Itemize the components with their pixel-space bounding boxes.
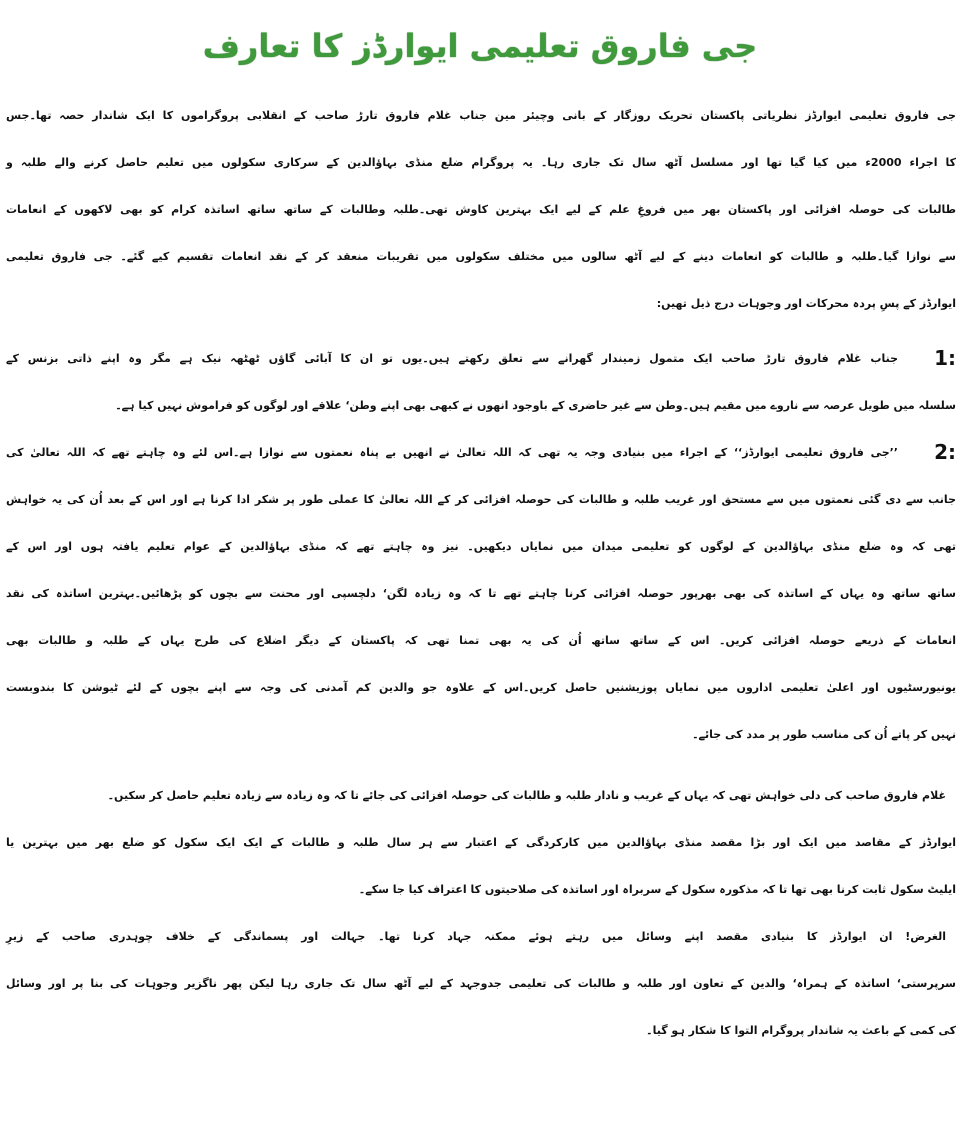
text-line: ’’جی فاروق تعلیمی ایوارڈز‘‘ کے اجراء میں بنیادی وجہ یہ تھی کہ اللہ تعالیٰ نے انھیں بے پناہ نعمتوں سے نوازا ہے۔اس لئے وہ چاہتے تھے کہ اللہ تعالیٰ کی: [6, 446, 898, 459]
page-title: جی فاروق تعلیمی ایوارڈز کا تعارف: [202, 27, 758, 65]
text-line: نہیں کر پاتے اُن کی مناسب طور پر مدد کی جائے۔: [692, 728, 956, 741]
reason-first-line: [6, 429, 956, 476]
objectives-paragraph: [6, 819, 956, 913]
text-line: سرپرستی‘ اساتذہ کے ہمراہ‘ والدین کے تعاون اور طلبہ و طالبات کی تعلیمی جدوجہد کے لیے آٹھ سال تک جاری رہا لیکن پھر ناگزیر وجوہات کی بنا پر اور وسائل: [6, 977, 956, 990]
text-line: غلام فاروق صاحب کی دلی خواہش تھی کہ یہاں کے غریب و نادار طلبہ و طالبات کی حوصلہ افزائی کی جائے تا کہ وہ زیادہ سے زیادہ تعلیم حاصل کر سکیں۔: [107, 789, 946, 802]
intro-paragraph: [6, 92, 956, 327]
wish-paragraph: [6, 772, 956, 819]
text-line: سے نوازا گیا۔طلبہ و طالبات کو انعامات دینے کے لیے آٹھ سالوں میں مختلف سکولوں میں تقریبات منعقد کر کے نقد انعامات تقسیم کیے گئے۔ جی فاروق تعلیمی: [6, 250, 956, 263]
text-line: جی فاروق تعلیمی ایوارڈز نظریاتی پاکستان تحریک روزگار کے بانی وچیئر مین جناب غلام فاروق تارڑ صاحب کے انقلابی پروگراموں کا ایک شاندار حصہ تھا۔جس: [6, 109, 956, 122]
text-line: کی کمی کے باعث یہ شاندار پروگرام التوا کا شکار ہو گیا۔: [646, 1024, 956, 1037]
text-line: یونیورسٹیوں اور اعلیٰ تعلیمی اداروں میں نمایاں پوزیشنیں حاصل کریں۔اس کے علاوہ جو والدین کم آمدنی کی وجہ سے اپنے بچوں کے لئے ٹیوشن کا بندوبست: [6, 681, 956, 694]
text-line: سلسلہ میں طویل عرصہ سے ناروے میں مقیم ہیں۔وطن سے غیر حاضری کے باوجود انھوں نے کبھی بھی اپنے وطن‘ علاقے اور لوگوں کو فراموش نہیں کیا ہے۔: [115, 399, 956, 412]
reason-item-1: [6, 335, 956, 429]
text-line: ایوارڈز کے مقاصد میں ایک اور بڑا مقصد منڈی بہاؤالدین میں کارکردگی کے اعتبار سے ہر سال طلبہ و طالبات کے ایک ایک سکول کو ضلع بھر میں بہترین یا: [6, 836, 956, 849]
reason-item-2: [6, 429, 956, 758]
text-line: جانب سے دی گئی نعمتوں میں سے مستحق اور غریب طلبہ و طالبات کی حوصلہ افزائی کر کے اللہ تعالیٰ کا عملی طور پر شکر ادا کرنا ہے اور اس کے بعد اُن کی یہ خواہش: [6, 493, 956, 506]
reason-first-line: [6, 335, 956, 382]
text-line: ایوارڈز کے پسِ پردہ محرکات اور وجوہات درج ذیل تھیں:: [656, 297, 956, 310]
reason-number: 2:: [934, 440, 956, 464]
text-line: طالبات کی حوصلہ افزائی اور پاکستان بھر میں فروغِ علم کے لیے ایک بہترین کاوش تھی۔طلبہ وطالبات کے ساتھ ساتھ اساتذہ کرام کو بھی لاکھوں کے انعامات: [6, 203, 956, 216]
article-body: [0, 92, 960, 1054]
text-line: ایلیٹ سکول ثابت کرنا بھی تھا تا کہ مذکورہ سکول کے سربراہ اور اساتذہ کی صلاحیتوں کا اعتراف کیا جا سکے۔: [358, 883, 956, 896]
text-line: انعامات کے ذریعے حوصلہ افزائی کریں۔ اس کے ساتھ ساتھ اُن کی یہ بھی تمنا تھی کہ پاکستان کے دیگر اضلاع کی طرح یہاں کے طلبہ و طالبات بھی: [6, 634, 956, 647]
text-line: ساتھ ساتھ وہ یہاں کے اساتذہ کی بھی بھرپور حوصلہ افزائی کرنا چاہتے تھے تا کہ وہ زیادہ لگن‘ دلچسپی اور محنت سے بچوں کو پڑھائیں۔بہترین اساتذہ کی نقد: [6, 587, 956, 600]
conclusion-paragraph: [6, 913, 956, 1054]
text-line: تھی کہ وہ ضلع منڈی بہاؤالدین کے لوگوں کو تعلیمی میدان میں نمایاں دیکھیں۔ نیز وہ چاہتے تھے کہ منڈی بہاؤالدین کے عوام تعلیم یافتہ ہوں اور اس کے: [6, 540, 956, 553]
text-line: کا اجراء 2000ء میں کیا گیا تھا اور مسلسل آٹھ سال تک جاری رہا۔ یہ پروگرام ضلع منڈی بہاؤالدین کے سرکاری سکولوں میں تعلیم حاصل کرنے والے طلبہ و: [6, 156, 957, 169]
text-line: جناب غلام فاروق تارڑ صاحب ایک متمول زمیندار گھرانے سے تعلق رکھتے ہیں۔یوں تو ان کا آبائی گاؤں ٹھٹھہ نیک ہے مگر وہ اپنے ذاتی بزنس کے: [6, 352, 898, 365]
reason-number: 1:: [934, 346, 956, 370]
text-line: الغرض! ان ایوارڈز کا بنیادی مقصد اپنے وسائل میں رہتے ہوئے ممکنہ جہاد کرنا تھا۔ جہالت اور پسماندگی کے خلاف چوہدری صاحب کے زیرِ: [6, 930, 946, 943]
